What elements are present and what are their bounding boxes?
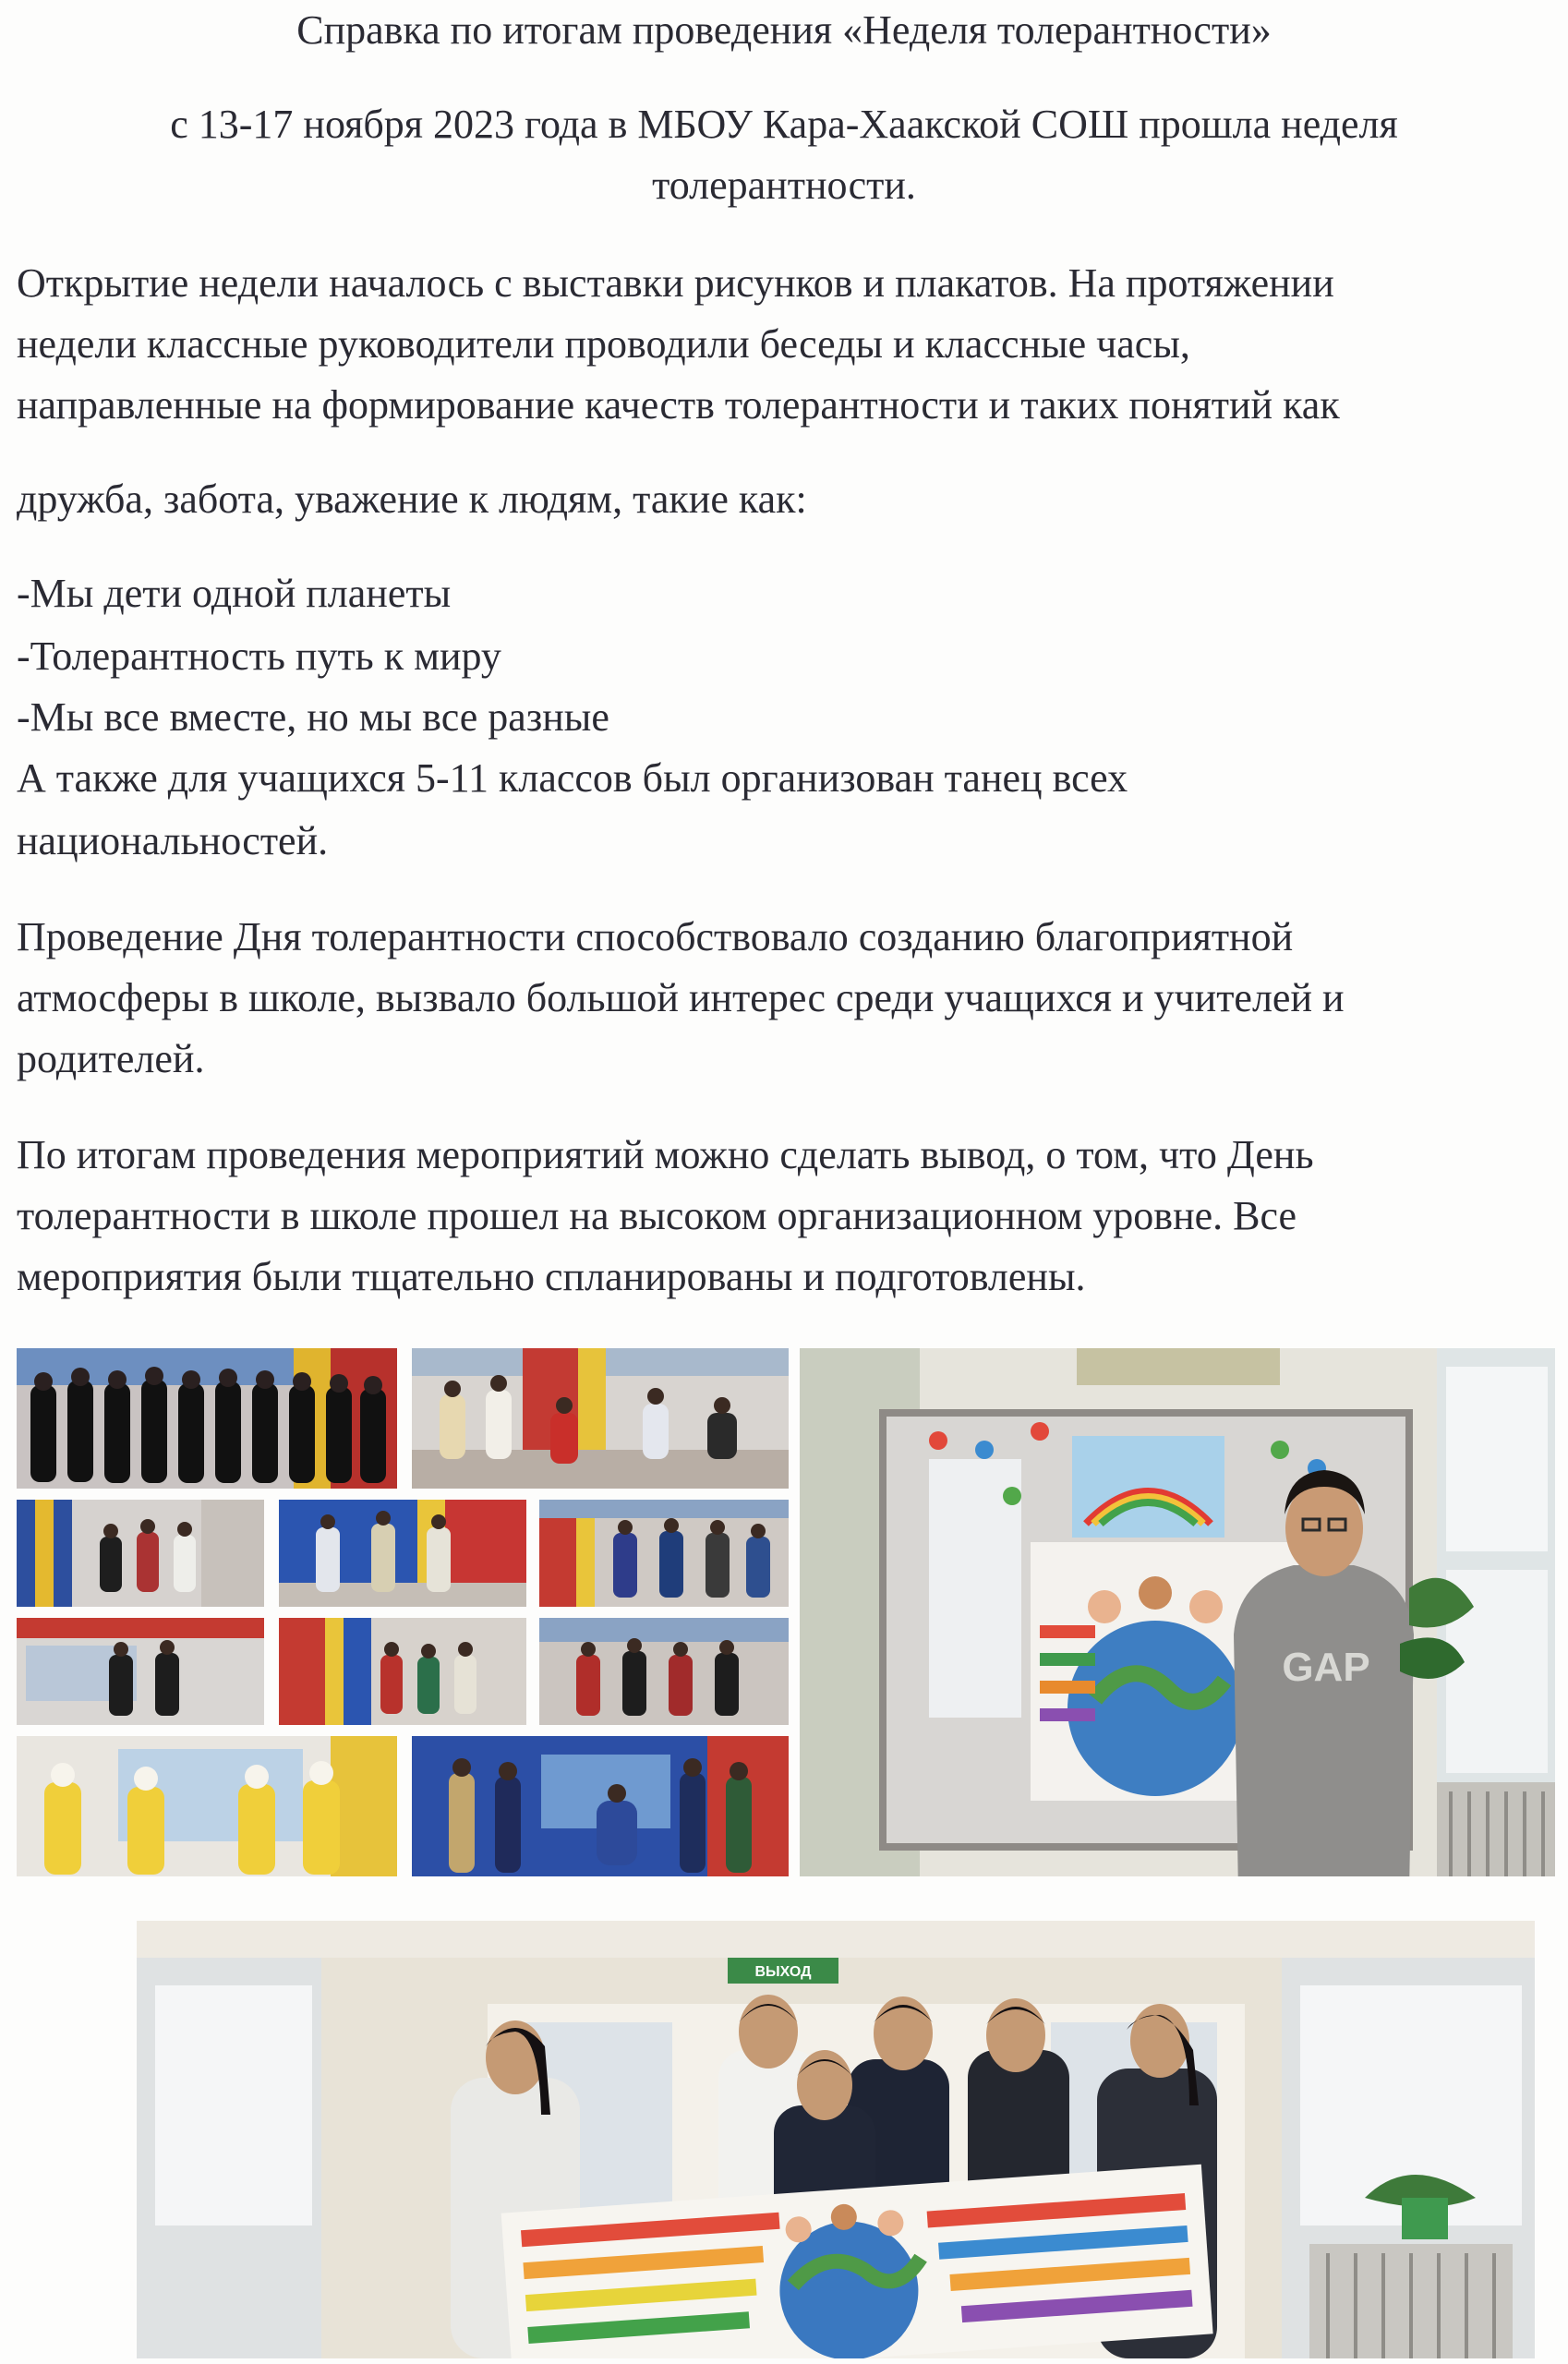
photo-yellow-costumes — [17, 1736, 397, 1876]
paragraph2-line-2: атмосферы в школе, вызвало большой интерес среди учащихся и учителей и — [17, 975, 1345, 1020]
intro-line-2: толерантности. — [652, 163, 916, 208]
paragraph3-line-1: По итогам проведения мероприятий можно сделать вывод, о том, что День — [17, 1132, 1314, 1177]
topic-item: -Мы дети одной планеты — [17, 571, 452, 616]
photo-dance-5 — [279, 1618, 526, 1725]
dance-line-2: национальностей. — [17, 818, 329, 863]
topic-item: -Мы все вместе, но мы все разные — [17, 694, 609, 740]
dance-line-1: А также для учащихся 5-11 классов был организован танец всех — [17, 755, 1128, 801]
paragraph3-line-3: мероприятия были тщательно спланированы и подготовлены. — [17, 1254, 1086, 1299]
photo-blue-costumes — [412, 1736, 789, 1876]
paragraph3-line-2: толерантности в школе прошел на высоком организационном уровне. Все — [17, 1193, 1297, 1238]
photo-boy-with-poster — [800, 1348, 1555, 1876]
photo-dance-2 — [279, 1500, 526, 1607]
photo-dancers-stage — [412, 1348, 789, 1489]
intro-line-1: с 13-17 ноября 2023 года в МБОУ Кара-Хаакской СОШ прошла неделя — [170, 102, 1398, 147]
photo-dance-6 — [539, 1618, 789, 1725]
photo-dance-4 — [17, 1618, 264, 1725]
photo-group-with-poster — [137, 1921, 1535, 2358]
paragraph1-line-2: недели классные руководители проводили беседы и классные часы, — [17, 321, 1190, 367]
paragraph2-line-3: родителей. — [17, 1036, 205, 1081]
paragraph1-line-4: дружба, забота, уважение к людям, такие как: — [17, 476, 807, 522]
paragraph1-line-1: Открытие недели началось с выставки рисунков и плакатов. На протяжении — [17, 260, 1334, 306]
document-title: Справка по итогам проведения «Неделя толерантности» — [296, 7, 1272, 53]
topic-item: -Толерантность путь к миру — [17, 633, 501, 679]
photo-dance-3 — [539, 1500, 789, 1607]
shirt-text: GAP — [1282, 1645, 1370, 1690]
photo-dance-1 — [17, 1500, 264, 1607]
exit-sign-text: ВЫХОД — [754, 1964, 812, 1980]
paragraph1-line-3: направленные на формирование качеств толерантности и таких понятий как — [17, 382, 1340, 428]
photo-black-costumes — [17, 1348, 397, 1489]
paragraph2-line-1: Проведение Дня толерантности способствовало созданию благоприятной — [17, 914, 1294, 959]
